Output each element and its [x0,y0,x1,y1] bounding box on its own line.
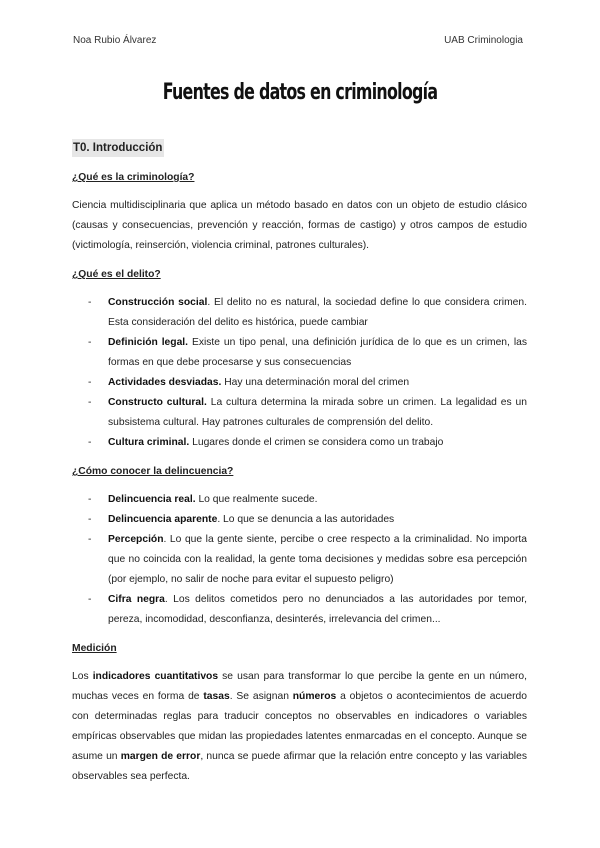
section-heading: T0. Introducción [72,139,164,157]
bold-term: tasas [203,691,230,702]
text-run: se usan para transformar lo que percibe la gente en un número, muchas veces en forma de [72,671,527,702]
list-item [72,510,527,530]
list-item-term: Cifra negra [108,594,165,605]
list-item-term: Delincuencia real. [108,494,196,505]
text-run: Los [72,671,93,682]
list-item [72,433,527,453]
document-body [72,139,527,787]
document-title: Fuentes de datos en criminología [162,80,438,105]
list-item-text: La cultura determina la mirada sobre un crimen. La legalidad es un subsistema cultural. Hay patrones culturales de comprensión del delito. [108,397,527,428]
list-item [72,393,527,433]
heading-conocer-delincuencia: ¿Cómo conocer la delincuencia? [72,466,234,477]
bold-term: indicadores cuantitativos [92,671,219,682]
paragraph-criminologia: Ciencia multidisciplinaria que aplica un método basado en datos con un objeto de estudio clásico (causas y consecuencias, prevención y reacción, formas de castigo) y otros campos de estudio (victimología, reinserción, violencia criminal, patrones culturales). [72,200,527,251]
list-item-term: Percepción [108,534,164,545]
list-item-text: Existe un tipo penal, una definición jurídica de lo que es un crimen, las formas en que debe procesarse y sus consecuencias [108,337,527,368]
list-item-term: Definición legal. [108,337,189,348]
list-item [72,293,527,333]
header-course: UAB Criminologia [444,35,523,46]
list-item-term: Delincuencia aparente [108,514,218,525]
heading-medicion: Medición [72,643,117,654]
list-item-text: Lugares donde el crimen se considera como un trabajo [189,437,444,448]
list-item-term: Actividades desviadas. [108,377,222,388]
header-author: Noa Rubio Álvarez [73,35,157,46]
list-delincuencia [72,490,527,630]
text-run: , nunca se puede afirmar que la relación entre concepto y las variables observables sea perfecta. [72,751,527,782]
list-item [72,530,527,590]
text-run: . Se asignan [229,691,293,702]
list-item [72,373,527,393]
list-item-text: . Lo que se denuncia a las autoridades [217,514,395,525]
list-item-text: Hay una determinación moral del crimen [221,377,410,388]
paragraph-medicion [72,667,527,787]
heading-que-es-delito: ¿Qué es el delito? [72,269,161,280]
list-item-text: . Lo que la gente siente, percibe o cree respecto a la criminalidad. No importa que no coincida con la realidad, la gente toma decisiones y medidas sobre esa percepción (por ejemplo, no salir de noche para evitar el supuesto peligro) [108,534,527,585]
text-run: a objetos o acontecimientos de acuerdo con determinadas reglas para traducir conceptos no observables en indicadores o variables empíricas observables que midan las propiedades latentes enmarcadas en el concepto. Aunque se asume un [72,691,528,762]
bold-term: margen de error [120,751,201,762]
list-item [72,333,527,373]
list-item-term: Construcción social [108,297,208,308]
list-delito [72,293,527,453]
list-item-text: . Los delitos cometidos pero no denunciados a las autoridades por temor, pereza, incomodidad, desconfianza, desinterés, irrelevancia del crimen... [108,594,527,625]
list-item-term: Cultura criminal. [108,437,190,448]
list-item-text: Lo que realmente sucede. [195,494,318,505]
list-item [72,490,527,510]
list-item-term: Constructo cultural. [108,397,207,408]
heading-que-es-criminologia: ¿Qué es la criminología? [72,172,195,183]
bold-term: números [292,691,337,702]
list-item-text: . El delito no es natural, la sociedad define lo que considera crimen. Esta consideración del delito es histórica, puede cambiar [108,297,527,328]
list-item [72,590,527,630]
